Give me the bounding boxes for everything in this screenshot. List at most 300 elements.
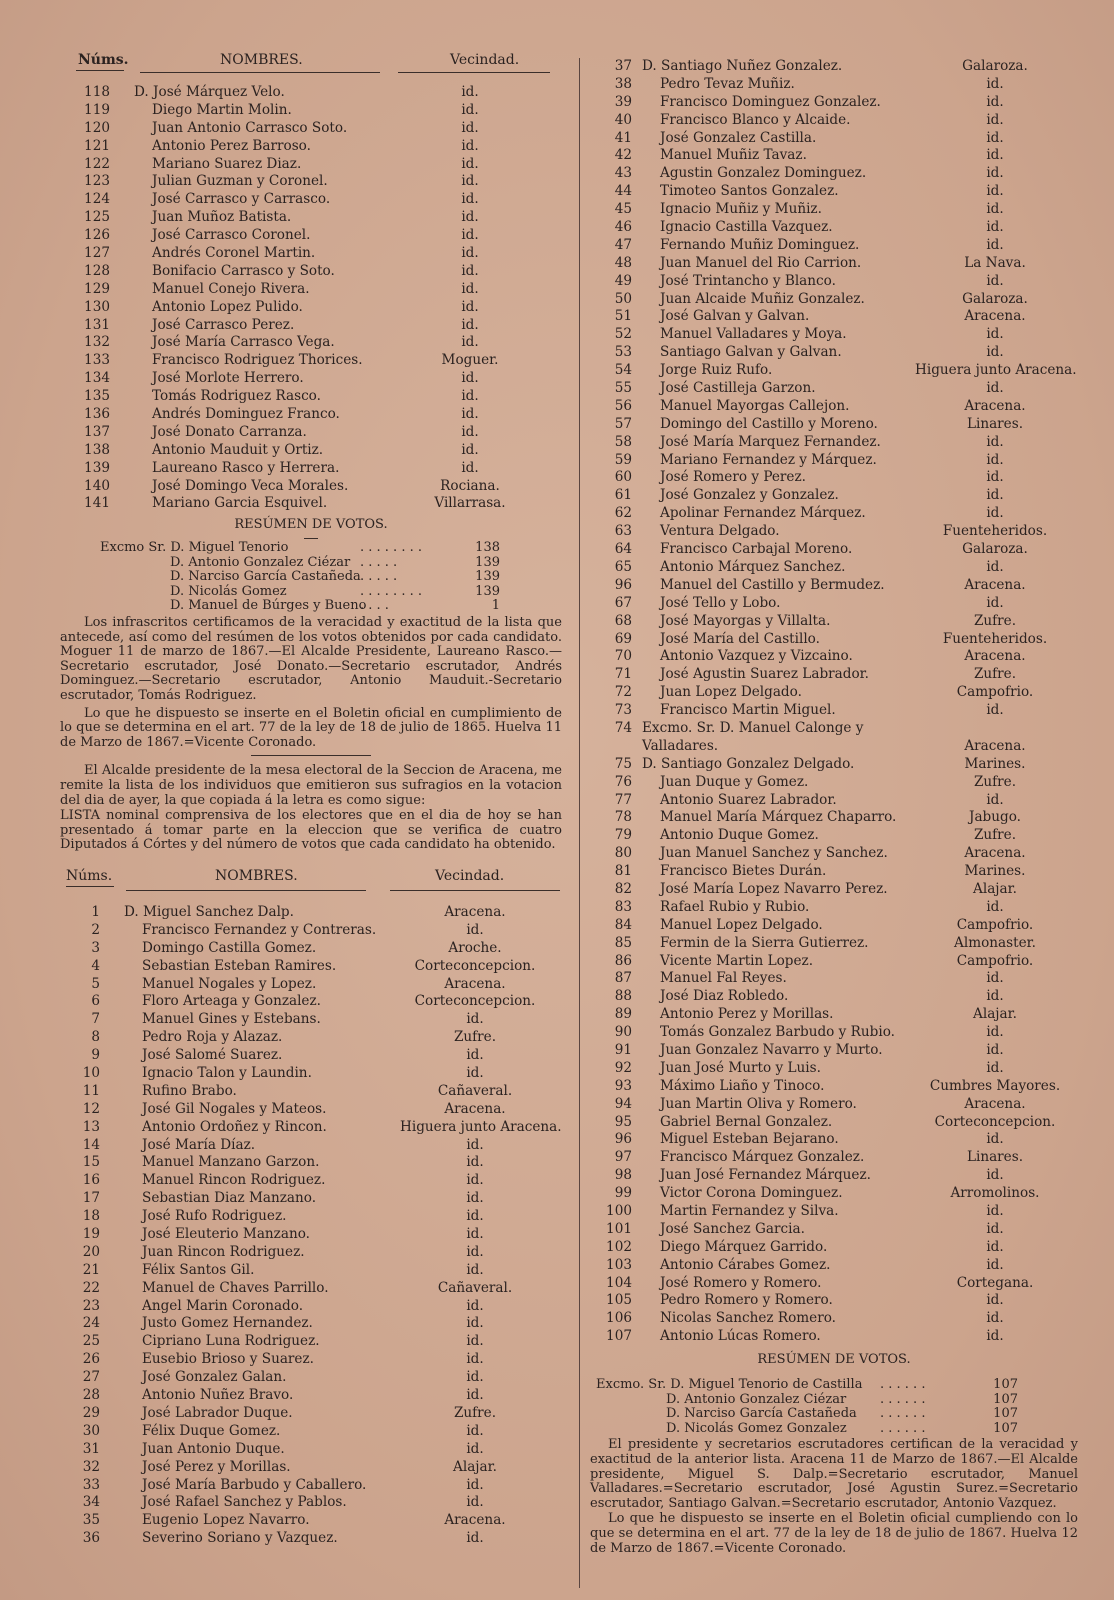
- row-number: 121: [84, 137, 110, 154]
- voter-name: Agustin Gonzalez Dominguez.: [660, 165, 867, 182]
- voter-name: Antonio Lúcas Romero.: [660, 1328, 821, 1345]
- voter-vecindad: Zufre.: [453, 1029, 497, 1046]
- row-number: 2: [91, 921, 100, 938]
- table-row: [60, 1530, 562, 1548]
- voter-name: Antonio Lopez Pulido.: [152, 298, 303, 315]
- table-row: [590, 666, 1080, 684]
- leader-dots: . . . . . .: [880, 1420, 926, 1436]
- leader-dots: . . . . . . . .: [360, 583, 422, 599]
- table-row: [590, 1221, 1080, 1239]
- voter-name: Francisco Rodriguez Thorices.: [152, 352, 363, 369]
- table-header: [60, 52, 562, 74]
- voter-name: Máximo Liaño y Tinoco.: [660, 1077, 825, 1094]
- voter-name: José María Barbudo y Caballero.: [142, 1476, 367, 1493]
- row-number: 35: [82, 1512, 100, 1529]
- table-row: [590, 362, 1080, 380]
- voter-vecindad: Aracena.: [964, 397, 1026, 414]
- voter-vecindad: id.: [466, 1136, 484, 1153]
- voter-name: Timoteo Santos Gonzalez.: [660, 183, 839, 200]
- voter-vecindad: id.: [466, 1422, 484, 1439]
- voter-vecindad: id.: [466, 1172, 484, 1189]
- table-row: [60, 317, 562, 335]
- table-row: [590, 112, 1080, 130]
- voter-name: Diego Márquez Garrido.: [660, 1238, 828, 1255]
- row-number: 129: [84, 280, 110, 297]
- voter-name: Ventura Delgado.: [660, 523, 780, 540]
- table-row: [60, 922, 562, 940]
- row-number: 7: [91, 1011, 100, 1028]
- voter-vecindad: id.: [986, 702, 1004, 719]
- voter-name: Antonio Ordoñez y Rincon.: [142, 1118, 327, 1135]
- voter-vecindad: id.: [986, 433, 1004, 450]
- voter-vecindad: id.: [986, 272, 1004, 289]
- row-number: 43: [614, 165, 632, 182]
- voter-name: Antonio Mauduit y Ortiz.: [152, 441, 324, 458]
- voter-vecindad: id.: [461, 173, 479, 190]
- table-row: [60, 173, 562, 191]
- table-row: [60, 904, 562, 922]
- table-row: [590, 1167, 1080, 1185]
- voter-name: José Gil Nogales y Mateos.: [142, 1100, 327, 1117]
- voter-name: José Morlote Herrero.: [152, 370, 304, 387]
- row-number: 21: [82, 1261, 100, 1278]
- table-row: [590, 94, 1080, 112]
- voter-vecindad: Almonaster.: [954, 934, 1036, 951]
- voter-vecindad: id.: [461, 370, 479, 387]
- voter-name: Cipriano Luna Rodriguez.: [142, 1333, 320, 1350]
- table-row: [590, 165, 1080, 183]
- row-number: 127: [84, 245, 110, 262]
- voter-name: Pedro Romero y Romero.: [660, 1292, 833, 1309]
- voter-vecindad: Alajar.: [453, 1458, 497, 1475]
- table-row: [60, 940, 562, 958]
- voter-vecindad: id.: [466, 1208, 484, 1225]
- table-row: [60, 102, 562, 120]
- voter-name: Diego Martin Molin.: [152, 101, 292, 118]
- resumen-title: RESÚMEN DE VOTOS.: [234, 517, 388, 532]
- voter-vecindad: id.: [986, 219, 1004, 236]
- voter-vecindad: Aracena.: [964, 737, 1026, 754]
- table-row: [590, 273, 1080, 291]
- voter-vecindad: id.: [986, 183, 1004, 200]
- table-row: [590, 809, 1080, 827]
- publication-paragraph: Lo que he dispuesto se inserte en el Boletin oficial en cumplimiento de lo que se determina en el art. 77 de la ley de 18 de julio de 1865. Huelva 11 de Marzo de 1867.=Vicente Coronado.: [60, 705, 562, 750]
- voter-vecindad: Linares.: [966, 1149, 1024, 1166]
- row-number: 139: [84, 459, 110, 476]
- voter-name: Manuel Nogales y Lopez.: [142, 975, 317, 992]
- table-row: [60, 1101, 562, 1119]
- row-number: 49: [614, 272, 632, 289]
- voter-vecindad: id.: [461, 298, 479, 315]
- row-number: 119: [84, 101, 110, 118]
- voter-vecindad: id.: [986, 594, 1004, 611]
- row-number: 26: [82, 1351, 100, 1368]
- voter-name: Excmo. Sr. D. Manuel Calonge y Valladares.: [642, 719, 864, 754]
- voter-name: Antonio Márquez Sanchez.: [660, 558, 846, 575]
- row-number: 78: [614, 809, 632, 826]
- table-row: [60, 460, 562, 478]
- table-row: [60, 1226, 562, 1244]
- voter-vecindad: Aracena.: [964, 576, 1026, 593]
- voter-vecindad: id.: [466, 921, 484, 938]
- voter-vecindad: id.: [461, 119, 479, 136]
- table-row: [590, 756, 1080, 774]
- row-number: 1: [91, 904, 100, 920]
- row-number: 87: [614, 970, 632, 987]
- row-number: 25: [82, 1333, 100, 1350]
- voter-vecindad: id.: [461, 245, 479, 262]
- table-row: [590, 648, 1080, 666]
- table-row: [590, 953, 1080, 971]
- row-number: 29: [82, 1404, 100, 1421]
- row-number: 3: [91, 939, 100, 956]
- row-number: 136: [84, 406, 110, 423]
- voter-vecindad: id.: [466, 1190, 484, 1207]
- column-divider: [579, 58, 580, 1588]
- row-number: 76: [614, 773, 632, 790]
- voter-vecindad: id.: [986, 165, 1004, 182]
- voter-vecindad: Fuenteheridos.: [942, 523, 1048, 540]
- voter-vecindad: Aracena.: [444, 1100, 506, 1117]
- vote-row: [590, 1407, 1078, 1422]
- voter-vecindad: Cumbres Mayores.: [929, 1077, 1061, 1094]
- row-number: 137: [84, 423, 110, 440]
- row-number: 61: [614, 487, 632, 504]
- row-number: 133: [84, 352, 110, 369]
- vote-count: 139: [475, 583, 500, 599]
- voter-vecindad: id.: [986, 487, 1004, 504]
- row-number: 124: [84, 191, 110, 208]
- voter-vecindad: Galaroza.: [962, 58, 1028, 74]
- row-number: 138: [84, 441, 110, 458]
- row-number: 140: [84, 477, 110, 494]
- leader-dots: . . . . . .: [880, 1391, 926, 1407]
- voter-name: Pedro Roja y Alazaz.: [142, 1029, 283, 1046]
- voter-name: Juan Muñoz Batista.: [152, 209, 292, 226]
- aracena-intro: El Alcalde presidente de la mesa electoral de la Seccion de Aracena, me remite la lista de los individuos que emitieron sus sufragios en la votacion del dia de ayer, la que copiada á la letra es como sigue:: [60, 763, 562, 808]
- table-row: [60, 1494, 562, 1512]
- voter-vecindad: Villarrasa.: [434, 495, 506, 512]
- voter-name: Apolinar Fernandez Márquez.: [660, 505, 866, 522]
- voter-vecindad: id.: [986, 236, 1004, 253]
- row-number: 103: [606, 1256, 632, 1273]
- voter-name: Miguel Esteban Bejarano.: [660, 1131, 839, 1148]
- table-row: [60, 209, 562, 227]
- voter-name: Mariano Fernandez y Márquez.: [660, 451, 877, 468]
- voter-vecindad: Aracena.: [444, 904, 506, 920]
- table-row: [60, 334, 562, 352]
- voter-name: Nicolas Sanchez Romero.: [660, 1310, 836, 1327]
- table-row: [590, 237, 1080, 255]
- row-number: 36: [82, 1530, 100, 1547]
- voter-vecindad: Zufre.: [973, 666, 1017, 683]
- row-number: 98: [614, 1167, 632, 1184]
- voter-vecindad: id.: [986, 326, 1004, 343]
- row-number: 13: [82, 1118, 100, 1135]
- resumen-title-2: RESÚMEN DE VOTOS.: [757, 1352, 911, 1367]
- row-number: 130: [84, 298, 110, 315]
- voter-vecindad: Cañaveral.: [437, 1279, 513, 1296]
- voter-vecindad: Campofrio.: [956, 916, 1034, 933]
- voter-vecindad: id.: [466, 1315, 484, 1332]
- voter-name: Manuel Mayorgas Callejon.: [660, 397, 850, 414]
- table-row: [60, 1477, 562, 1495]
- row-number: 51: [614, 308, 632, 325]
- table-row: [60, 227, 562, 245]
- table-row: [590, 1042, 1080, 1060]
- table-row: [590, 1203, 1080, 1221]
- row-number: 70: [614, 648, 632, 665]
- voter-vecindad: Zufre.: [453, 1404, 497, 1421]
- vote-count: 107: [993, 1377, 1018, 1392]
- table-row: [590, 255, 1080, 273]
- row-number: 92: [614, 1059, 632, 1076]
- table-row: [590, 201, 1080, 219]
- voter-name: Rufino Brabo.: [142, 1082, 237, 1099]
- voter-name: José Donato Carranza.: [152, 423, 307, 440]
- voter-vecindad: La Nava.: [964, 254, 1026, 271]
- voter-name: Juan Manuel del Rio Carrion.: [660, 254, 862, 271]
- voter-name: Jorge Ruiz Rufo.: [660, 362, 773, 379]
- voter-vecindad: Alajar.: [973, 1006, 1017, 1023]
- table-row: [590, 684, 1080, 702]
- table-row: [590, 469, 1080, 487]
- table-row: [590, 434, 1080, 452]
- voter-name: Juan Duque y Gomez.: [660, 773, 809, 790]
- row-number: 5: [91, 975, 100, 992]
- row-number: 63: [614, 523, 632, 540]
- table-row: [590, 380, 1080, 398]
- voter-name: Juan José Fernandez Márquez.: [660, 1167, 871, 1184]
- voter-name: José Galvan y Galvan.: [660, 308, 810, 325]
- row-number: 99: [614, 1185, 632, 1202]
- table-row: [590, 1078, 1080, 1096]
- voter-vecindad: id.: [466, 1261, 484, 1278]
- voter-vecindad: Corteconcepcion.: [934, 1113, 1056, 1130]
- voter-vecindad: Jabugo.: [969, 809, 1021, 826]
- voter-vecindad: id.: [986, 1238, 1004, 1255]
- table-row: [60, 1459, 562, 1477]
- table-row: [60, 156, 562, 174]
- voter-name: Sebastian Diaz Manzano.: [142, 1190, 317, 1207]
- row-number: 42: [614, 147, 632, 164]
- row-number: 73: [614, 702, 632, 719]
- row-number: 118: [84, 84, 110, 100]
- voter-name: Floro Arteaga y Gonzalez.: [142, 993, 321, 1010]
- table-row: [60, 120, 562, 138]
- voter-vecindad: id.: [466, 1494, 484, 1511]
- voter-name: Manuel Muñiz Tavaz.: [660, 147, 807, 164]
- row-number: 62: [614, 505, 632, 522]
- table-row: [60, 1333, 562, 1351]
- row-number: 104: [606, 1274, 632, 1291]
- candidate-name: Excmo Sr. D. Miguel Tenorio: [100, 540, 289, 555]
- row-number: 18: [82, 1208, 100, 1225]
- table-row: [60, 191, 562, 209]
- row-number: 132: [84, 334, 110, 351]
- table-row: [590, 1060, 1080, 1078]
- leader-dots: . . . . . .: [880, 1377, 926, 1392]
- voter-name: Tomás Gonzalez Barbudo y Rubio.: [660, 1024, 895, 1041]
- table-row: [60, 1315, 562, 1333]
- certification-paragraph-2: El presidente y secretarios escrutadores certifican de la veracidad y exactitud de la anterior lista. Aracena 11 de Marzo de 1867.—El Alcalde presidente, Miguel S. Dalp.=Secretario escrutador, Manuel Valladares.=Secretario escrutador, José Agustin Surez.=Secretario escrutador, Santiago Galvan.=Secretario escrutador, Antonio Vazquez.: [590, 1437, 1078, 1511]
- vote-count: 107: [993, 1420, 1018, 1436]
- row-number: 84: [614, 916, 632, 933]
- table-row: [590, 1310, 1080, 1328]
- table-row: [60, 1065, 562, 1083]
- table-row: [60, 1423, 562, 1441]
- row-number: 57: [614, 415, 632, 432]
- left-column: [60, 0, 562, 1547]
- voter-name: Ignacio Talon y Laundin.: [142, 1065, 312, 1082]
- row-number: 27: [82, 1369, 100, 1386]
- table-row: [590, 631, 1080, 649]
- voter-name: Juan José Murto y Luis.: [660, 1059, 821, 1076]
- voter-name: Domingo Castilla Gomez.: [142, 939, 317, 956]
- vote-row: [60, 541, 562, 556]
- row-number: 72: [614, 684, 632, 701]
- voter-vecindad: Aracena.: [964, 845, 1026, 862]
- resumen-rows: [60, 541, 562, 614]
- row-number: 97: [614, 1149, 632, 1166]
- voter-vecindad: Higuera junto Aracena.: [915, 362, 1077, 379]
- row-number: 69: [614, 630, 632, 647]
- table-row: [60, 84, 562, 102]
- table-row: [590, 1114, 1080, 1132]
- voter-vecindad: Arromolinos.: [950, 1185, 1040, 1202]
- voter-vecindad: id.: [461, 423, 479, 440]
- row-number: 134: [84, 370, 110, 387]
- voter-vecindad: id.: [986, 344, 1004, 361]
- table-row: [590, 1024, 1080, 1042]
- table-row: [60, 1369, 562, 1387]
- vote-row: [60, 570, 562, 585]
- voter-name: Juan Antonio Carrasco Soto.: [152, 119, 348, 136]
- candidate-name: D. Antonio Gonzalez Ciézar: [666, 1391, 847, 1407]
- table-row: [60, 406, 562, 424]
- voter-list-aracena-1: [60, 904, 562, 1548]
- voter-vecindad: id.: [986, 970, 1004, 987]
- voter-name: José María Carrasco Vega.: [152, 334, 335, 351]
- table-row: [590, 577, 1080, 595]
- row-number: 106: [606, 1310, 632, 1327]
- voter-vecindad: id.: [461, 137, 479, 154]
- voter-name: José María Díaz.: [142, 1136, 256, 1153]
- resumen-moguer: [60, 518, 562, 853]
- table-row: [60, 352, 562, 370]
- row-number: 50: [614, 290, 632, 307]
- voter-vecindad: id.: [466, 1065, 484, 1082]
- voter-name: D. Santiago Nuñez Gonzalez.: [642, 58, 843, 74]
- row-number: 88: [614, 988, 632, 1005]
- row-number: 58: [614, 433, 632, 450]
- voter-vecindad: Campofrio.: [956, 952, 1034, 969]
- row-number: 37: [614, 58, 632, 74]
- row-number: 80: [614, 845, 632, 862]
- table-row: [590, 863, 1080, 881]
- vote-count: 138: [475, 540, 500, 555]
- voter-vecindad: Moguer.: [441, 352, 499, 369]
- table-row: [60, 1441, 562, 1459]
- candidate-name: D. Narciso García Castañeda: [170, 569, 361, 585]
- row-number: 96: [614, 1131, 632, 1148]
- voter-name: José Rufo Rodriguez.: [142, 1208, 287, 1225]
- table-header-2: [60, 868, 562, 890]
- row-number: 33: [82, 1476, 100, 1493]
- table-row: [590, 1185, 1080, 1203]
- vote-count: 139: [475, 554, 500, 570]
- row-number: 101: [606, 1220, 632, 1237]
- row-number: 52: [614, 326, 632, 343]
- voter-vecindad: id.: [461, 227, 479, 244]
- voter-vecindad: Aracena.: [964, 1095, 1026, 1112]
- voter-name: D. Santiago Gonzalez Delgado.: [642, 755, 855, 772]
- row-number: 126: [84, 227, 110, 244]
- voter-vecindad: id.: [466, 1154, 484, 1171]
- row-number: 11: [82, 1082, 100, 1099]
- voter-name: José Salomé Suarez.: [142, 1047, 283, 1064]
- voter-name: Antonio Vazquez y Vizcaino.: [660, 648, 853, 665]
- voter-vecindad: id.: [466, 1351, 484, 1368]
- row-number: 90: [614, 1024, 632, 1041]
- voter-vecindad: id.: [461, 388, 479, 405]
- leader-dots: . . . . .: [360, 554, 398, 570]
- voter-vecindad: id.: [986, 1167, 1004, 1184]
- table-row: [590, 720, 1080, 756]
- row-number: 44: [614, 183, 632, 200]
- voter-vecindad: Aracena.: [444, 975, 506, 992]
- row-number: 30: [82, 1422, 100, 1439]
- table-row: [60, 1119, 562, 1137]
- row-number: 81: [614, 863, 632, 880]
- voter-name: Juan Manuel Sanchez y Sanchez.: [660, 845, 888, 862]
- voter-vecindad: id.: [461, 84, 479, 100]
- voter-vecindad: Aracena.: [964, 648, 1026, 665]
- row-number: 125: [84, 209, 110, 226]
- voter-name: José Diaz Robledo.: [660, 988, 789, 1005]
- voter-name: Manuel Valladares y Moya.: [660, 326, 847, 343]
- voter-vecindad: id.: [466, 1011, 484, 1028]
- table-row: [60, 1029, 562, 1047]
- candidate-name: D. Manuel de Búrges y Bueno: [170, 598, 367, 614]
- voter-name: Juan Lopez Delgado.: [660, 684, 802, 701]
- voter-name: Julian Guzman y Coronel.: [152, 173, 328, 190]
- table-row: [60, 1208, 562, 1226]
- table-row: [60, 299, 562, 317]
- voter-list-aracena-2: [590, 58, 1080, 1346]
- row-number: 141: [84, 495, 110, 512]
- row-number: 128: [84, 262, 110, 279]
- voter-name: Francisco Blanco y Alcaide.: [660, 111, 851, 128]
- row-number: 45: [614, 201, 632, 218]
- table-row: [60, 442, 562, 460]
- voter-vecindad: Galaroza.: [962, 290, 1028, 307]
- row-number: 135: [84, 388, 110, 405]
- voter-name: Eusebio Brioso y Suarez.: [142, 1351, 314, 1368]
- voter-name: Antonio Nuñez Bravo.: [142, 1387, 294, 1404]
- voter-name: Juan Antonio Duque.: [142, 1440, 285, 1457]
- voter-name: Vicente Martin Lopez.: [660, 952, 814, 969]
- leader-dots: . . . . . .: [880, 1406, 926, 1422]
- voter-vecindad: Rociana.: [440, 477, 500, 494]
- table-row: [60, 370, 562, 388]
- table-row: [60, 1262, 562, 1280]
- row-number: 100: [606, 1203, 632, 1220]
- table-row: [60, 993, 562, 1011]
- table-row: [590, 76, 1080, 94]
- table-row: [60, 138, 562, 156]
- table-row: [590, 1096, 1080, 1114]
